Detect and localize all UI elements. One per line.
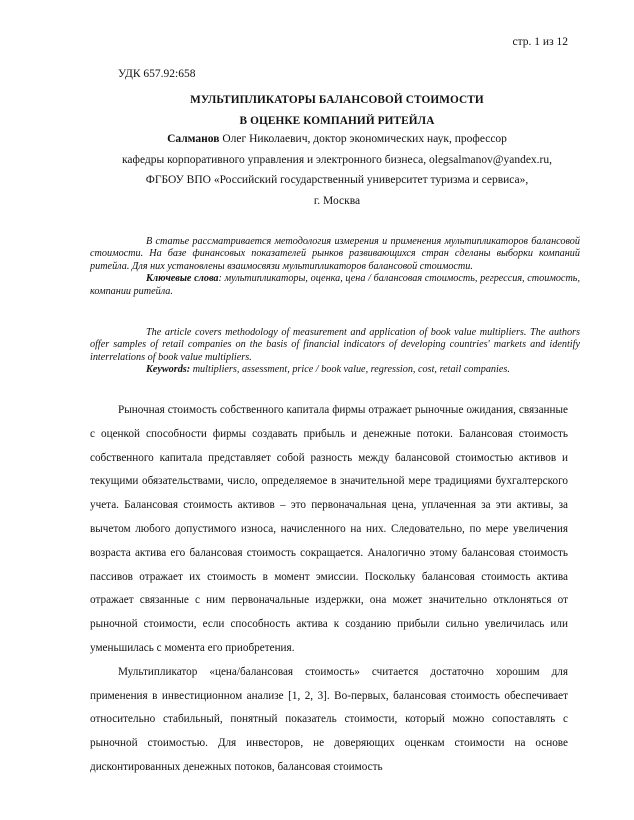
body-paragraph-2: Мультипликатор «цена/балансовая стоимость» считается достаточно хорошим для применения в инвестиционном анализе [1, 2, 3]. Во-первых, балансовая стоимость обеспечивает относительно стабильный, понятный показатель стоимости, который можно сопоставлять с рыночной стоимостью. Для инвесторов, не доверяющих оценкам стоимости на основе дисконтированных денежных потоков, балансовая стоимость [90, 665, 568, 773]
keywords-ru-list: : мультипликаторы, оценка, цена / балансовая стоимость, регрессия, стоимость, компании ритейла. [90, 273, 580, 297]
udk-code: УДК 657.92:658 [118, 68, 196, 80]
body-paragraph-1: Рыночная стоимость собственного капитала фирмы отражает рыночные ожидания, связанные с оценкой способности фирмы создавать прибыль и денежные потоки. Балансовая стоимость собственного капитала представляет собой разность между балансовой стоимостью активов и текущими обязательствами, число, определяемое в значительной мере традициями бухгалтерского учета. Балансовая стоимость активов – это первоначальная цена, уплаченная за эти активы, за вычетом любого допустимого износа, начисленного на них. Следовательно, по мере увеличения возраста актива его балансовая стоимость сокращается. Аналогично этому балансовая стоимость пассивов отражает их стоимость в момент эмиссии. Поскольку балансовая стоимость актива отражает связанные с ним первоначальные издержки, она может значительно отклоняться от рыночной стоимости, если способность актива к созданию прибыли сильно увеличилась или уменьшилась с момента его приобретения. [90, 404, 568, 654]
author-university: ФГБОУ ВПО «Российский государственный университет туризма и сервиса», [145, 174, 529, 186]
author-surname: Салманов [167, 133, 220, 145]
abstract-english [90, 327, 580, 377]
abstract-en-text: The article covers methodology of measurement and application of book value multipliers. The authors offer samples of retail companies on the basis of financial indicators of developing countries' markets and identify interrelations of book value multipliers. [90, 327, 580, 363]
author-info-line-1 [80, 133, 594, 145]
keywords-en [90, 364, 580, 376]
author-city: г. Москва [313, 195, 361, 207]
keywords-en-list: multipliers, assessment, price / book value, regression, cost, retail companies. [190, 364, 510, 376]
page-number: стр. 1 из 12 [512, 36, 568, 48]
keywords-ru-label: Ключевые слова [146, 273, 219, 285]
keywords-en-label: Keywords: [146, 364, 191, 376]
abstract-russian [90, 236, 580, 298]
article-title-line-1: МУЛЬТИПЛИКАТОРЫ БАЛАНСОВОЙ СТОИМОСТИ [190, 94, 484, 106]
article-title-line-2: В ОЦЕНКЕ КОМПАНИЙ РИТЕЙЛА [239, 115, 435, 127]
abstract-ru-text: В статье рассматривается методология измерения и применения мультипликаторов балансовой стоимости. На базе финансовых показателей рынков развивающихся стран сделаны выборки компаний ритейла. Для них установлены взаимосвязи мультипликаторов балансовой стоимости. [90, 236, 580, 272]
keywords-ru [90, 273, 580, 298]
author-department: кафедры корпоративного управления и электронного бизнеса, olegsalmanov@yandex.ru, [121, 154, 553, 166]
article-body [90, 399, 568, 780]
author-name-degree: Олег Николаевич, доктор экономических наук, профессор [219, 133, 507, 145]
